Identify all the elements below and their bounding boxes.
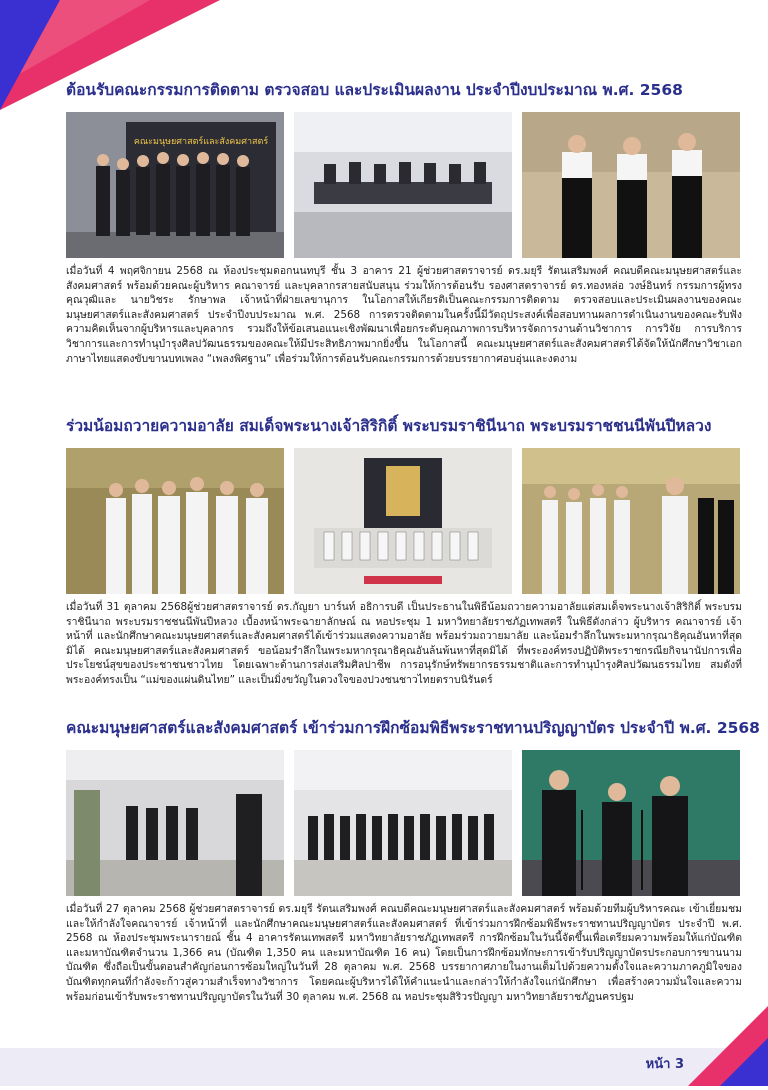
student-performers-photo (522, 112, 740, 258)
section-body: เมื่อวันที่ 27 ตุลาคม 2568 ผู้ช่วยศาสตราจารย์ ดร.มยุรี รัตนเสริมพงศ์ คณบดีคณะมนุษยศาสตร์และสังคมศาสตร์ พร้อมด้วยทีมผู้บริหารคณะ เข้าเยี่ยมชมและให้กำลังใจคณาจารย์ เจ้าหน้าที่ และนักศึกษาคณะมนุษยศาสตร์และสังคมศาสตร์ ที่เข้าร่วมการฝึกซ้อมพิธีพระราชทานปริญญาบัตร ประจำปี พ.ศ. 2568 ณ ห้องประชุมพระนารายณ์ ชั้น 4 อาคารรัตนเทพสตรี มหาวิทยาลัยราชภัฏเทพสตรี การฝึกซ้อมในวันนี้จัดขึ้นเพื่อเตรียมความพร้อมให้แก่บัณฑิตและมหาบัณฑิตจำนวน 1,366 คน (บัณฑิต 1,350 คน และมหาบัณฑิต 16 คน) โดยเป็นการฝึกซ้อมทักษะการเข้ารับปริญญาบัตรประกอบการขานนามบัณฑิต ซึ่งถือเป็นขั้นตอนสำคัญก่อนการซ้อมใหญ่ในวันที่ 28 ตุลาคม พ.ศ. 2568 บรรยากาศภายในงานเต็มไปด้วยความตั้งใจและความภาคภูมิใจของบัณฑิตทุกคนที่กำลังจะก้าวสู่ความสำเร็จทางวิชาการ โดยคณะผู้บริหารได้ให้คำแนะนำและกล่าวให้กำลังใจแก่นักศึกษา เพื่อสร้างความมั่นใจและความพร้อมก่อนเข้ารับพระราชทานปริญญาบัตรในวันที่ 30 ตุลาคม พ.ศ. 2568 ณ หอประชุมสิริวรปัญญา มหาวิทยาลัยราชภัฏนครปฐม (66, 903, 742, 1003)
memorial-altar-photo (294, 448, 512, 594)
section-title: ต้อนรับคณะกรรมการติดตาม ตรวจสอบ และประเมินผลงาน ประจำปีงบประมาณ พ.ศ. 2568 (66, 81, 683, 99)
group-photo-banner (66, 112, 284, 258)
section-body: เมื่อวันที่ 31 ตุลาคม 2568ผู้ช่วยศาสตราจารย์ ดร.กัญยา บาร์นท์ อธิการบดี เป็นประธานในพิธีน้อมถวายความอาลัยแด่สมเด็จพระนางเจ้าสิริกิติ์ พระบรมราชินีนาถ พระบรมราชชนนีพันปีหลวง เบื้องหน้าพระฉายาลักษณ์ ณ หอประชุม 1 มหาวิทยาลัยราชภัฏเทพสตรี ในพิธีดังกล่าว ผู้บริหาร คณาจารย์ เจ้าหน้าที่ และนักศึกษาคณะมนุษยศาสตร์และสังคมศาสตร์ได้เข้าร่วมแสดงความอาลัย พร้อมร่วมถวายมาลัย และน้อมรำลึกในพระมหากรุณาธิคุณอันหาที่สุดมิได้ คณะมนุษยศาสตร์และสังคมศาสตร์ ขอน้อมรำลึกในพระมหากรุณาธิคุณอันล้นพ้นหาที่สุดมิได้ ที่พระองค์ทรงปฏิบัติพระราชกรณียกิจนานัปการเพื่อประโยชน์สุขของประชาชนชาวไทย โดยเฉพาะด้านการส่งเสริมศิลปาชีพ การอนุรักษ์ทรัพยากรธรรมชาติและการทำนุบำรุงศิลปวัฒนธรรมไทย สมดังที่พระองค์ทรงเป็น “แม่ของแผ่นดินไทย” และเป็นมิ่งขวัญในดวงใจของปวงชนชาวไทยตราบนิรันดร์ (66, 601, 742, 686)
photo-row (66, 750, 742, 896)
photo-row (66, 448, 742, 594)
graduates-line-photo (294, 750, 512, 896)
photo-row (66, 112, 742, 258)
mourning-staff-photo (66, 448, 284, 594)
section-title: คณะมนุษยศาสตร์และสังคมศาสตร์ เข้าร่วมการฝึกซ้อมพิธีพระราชทานปริญญาบัตร ประจำปี พ.ศ. 2568 (66, 719, 760, 737)
section-mourning-tribute (66, 416, 742, 688)
section-body: เมื่อวันที่ 4 พฤศจิกายน 2568 ณ ห้องประชุมดอกนนทบุรี ชั้น 3 อาคาร 21 ผู้ช่วยศาสตราจารย์ ดร.มยุรี รัตนเสริมพงศ์ คณบดีคณะมนุษยศาสตร์และสังคมศาสตร์ พร้อมด้วยคณะผู้บริหาร คณาจารย์ และบุคลากรสายสนับสนุน ร่วมให้การต้อนรับ รองศาสตราจารย์ ดร.ทองหล่อ วงษ์อินทร์ กรรมการผู้ทรงคุณวุฒิและ นายวิชระ รักษาพล เจ้าหน้าที่ฝ่ายเลขานุการ ในโอกาสให้เกียรติเป็นคณะกรรมการติดตาม ตรวจสอบและประเมินผลงานของคณะมนุษยศาสตร์และสังคมศาสตร์ ประจำปีงบประมาณ พ.ศ. 2568 การตรวจติดตามในครั้งนี้มีวัตถุประสงค์เพื่อสอบทานผลการดำเนินงานของคณะรับฟังความคิดเห็นจากผู้บริหารและบุคลากร รวมถึงให้ข้อเสนอแนะเชิงพัฒนาเพื่อยกระดับคุณภาพการบริหารจัดการงานด้านวิชาการ การวิจัย การบริการวิชาการและการทำนุบำรุงศิลปวัฒนธรรมของคณะให้มีประสิทธิภาพมากยิ่งขึ้น ในโอกาสนี้ คณะมนุษยศาสตร์และสังคมศาสตร์ได้จัดให้นักศึกษาวิชาเอกภาษาไทยแสดงขับขานบทเพลง “เพลงพิศฐาน” เพื่อร่วมให้การต้อนรับคณะกรรมการด้วยบรรยากาศอบอุ่นและงดงาม (66, 265, 742, 365)
page-number: หน้า 3 (645, 1057, 684, 1072)
corner-decoration-bottom-right (658, 976, 768, 1086)
section-title: ร่วมน้อมถวายความอาลัย สมเด็จพระนางเจ้าสิริกิติ์ พระบรมราชินีนาถ พระบรมราชชนนีพันปีหลวง (66, 417, 712, 435)
rehearsal-hall-photo (66, 750, 284, 896)
section-graduation-rehearsal (66, 718, 760, 1004)
section-evaluation-committee (66, 80, 742, 366)
speaker-microphone-photo (522, 750, 740, 896)
meeting-room-photo (294, 112, 512, 258)
banner-text: คณะมนุษยศาสตร์และสังคมศาสตร์ (133, 137, 269, 147)
mourning-ceremony-photo (522, 448, 740, 594)
